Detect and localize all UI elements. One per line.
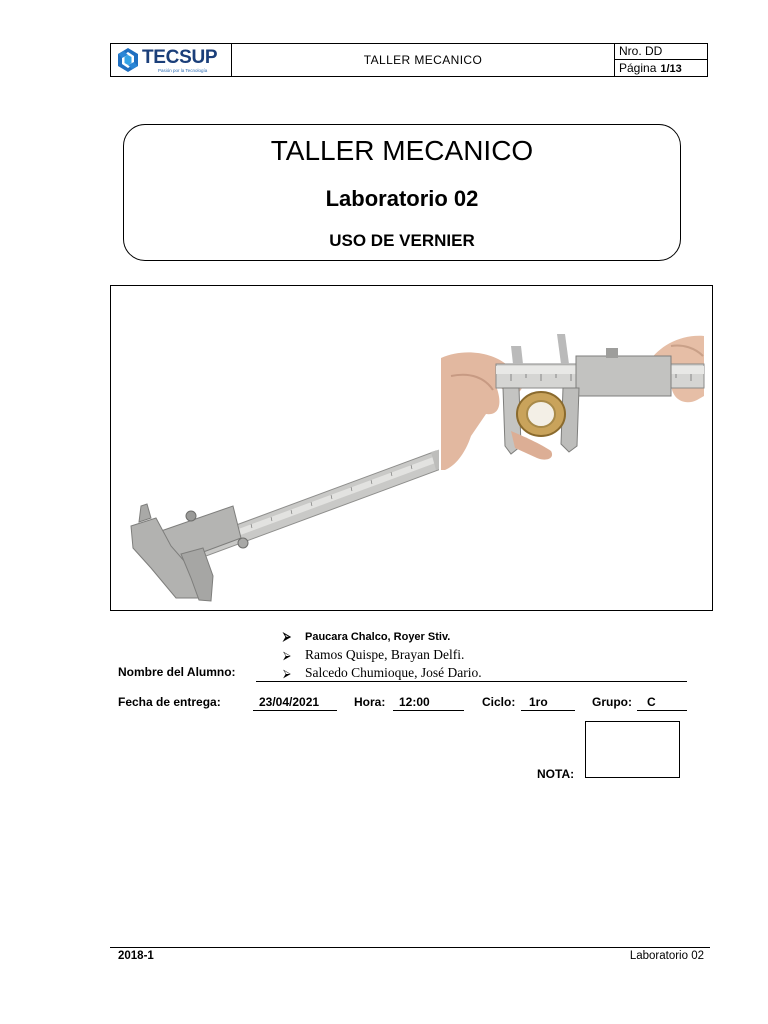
list-item: [283, 665, 482, 681]
date-line: [253, 710, 337, 711]
date-value: 23/04/2021: [259, 695, 320, 709]
cycle-line: [521, 710, 575, 711]
page-label: Página: [619, 61, 657, 75]
lab-topic: USO DE VERNIER: [329, 231, 475, 250]
header-logo-cell: [110, 43, 232, 77]
group-line: [637, 710, 687, 711]
time-line: [393, 710, 464, 711]
page-number: 1/13: [660, 63, 682, 75]
cycle-value: 1ro: [529, 695, 548, 709]
list-item: [283, 647, 464, 663]
vernier-caliper-icon: [111, 286, 712, 610]
student-name: Ramos Quispe, Brayan Delfi.: [305, 647, 465, 662]
footer-lab: Laboratorio 02: [629, 950, 704, 962]
header-title: TALLER MECANICO: [363, 53, 483, 67]
doc-number: Nro. DD: [614, 43, 708, 60]
arrow-bullet-icon: ⮚: [283, 667, 291, 680]
time-value: 12:00: [399, 695, 430, 709]
footer-divider: [110, 947, 710, 948]
date-label: Fecha de entrega:: [118, 695, 221, 709]
student-name-label: Nombre del Alumno:: [118, 665, 236, 679]
footer-period: 2018-1: [118, 950, 154, 962]
cycle-label: Ciclo:: [482, 695, 516, 709]
logo-text: TECSUP: [142, 47, 218, 68]
student-name: Salcedo Chumioque, José Dario.: [305, 665, 482, 680]
group-value: C: [647, 695, 656, 709]
cover-image: [110, 285, 713, 611]
time-label: Hora:: [354, 695, 386, 709]
grade-box: [585, 721, 680, 778]
tecsup-logo-icon: [116, 47, 140, 73]
lab-subtitle: Laboratorio 02: [325, 186, 479, 211]
student-name: Paucara Chalco, Royer Stiv.: [305, 631, 451, 643]
list-item: [283, 631, 450, 644]
document-title: TALLER MECANICO: [270, 135, 534, 166]
page-indicator: [614, 60, 708, 77]
arrow-bullet-icon: ⮚: [283, 649, 291, 662]
student-name-line: [256, 681, 687, 682]
logo-tagline: Pasión por la Tecnología: [158, 68, 208, 73]
arrow-bullet-icon: ⮚: [283, 631, 291, 643]
group-label: Grupo:: [592, 695, 632, 709]
grade-label: NOTA:: [537, 767, 575, 781]
